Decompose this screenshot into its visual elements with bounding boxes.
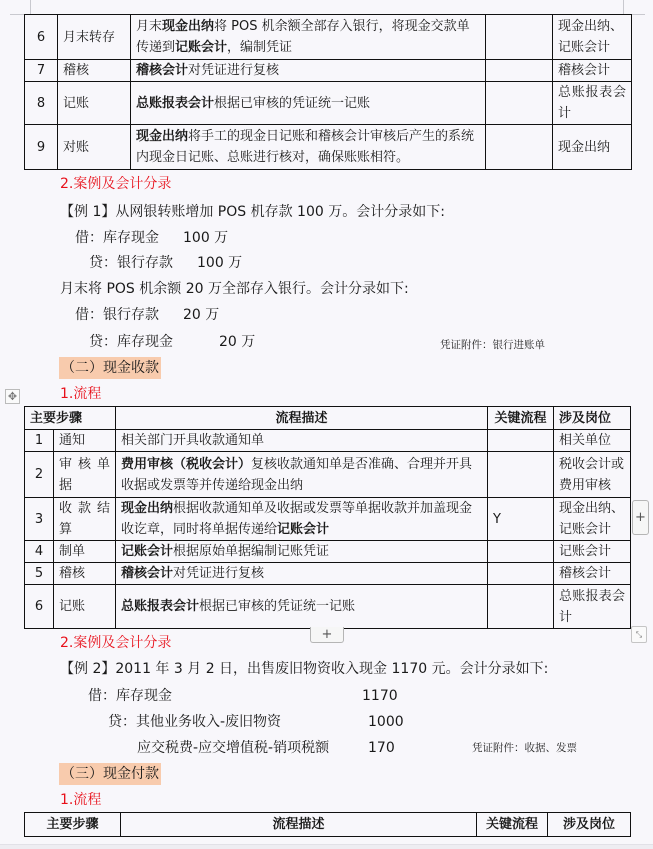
header-key-flow: 关键流程: [477, 813, 548, 837]
step-name: 审核单据: [54, 452, 116, 498]
key-flow: [488, 585, 554, 629]
header-flow-description: 流程描述: [121, 813, 477, 837]
flow-heading: 1.流程: [60, 386, 102, 402]
credit-entry-amount: 20 万: [219, 334, 256, 350]
debit-entry-label: 借：库存现金: [88, 688, 172, 704]
header-key-flow: 关键流程: [488, 407, 554, 430]
cash-flow-table-continued: [24, 14, 632, 170]
table-row: [25, 563, 631, 585]
table-header-row: [25, 813, 631, 837]
credit-entry-label: 应交税费-应交增值税-销项税额: [137, 740, 330, 756]
step-name: 稽核: [54, 563, 116, 585]
post: 稽核会计: [553, 60, 632, 82]
credit-entry-amount: 100 万: [197, 255, 243, 271]
credit-entry-amount: 170: [368, 740, 395, 756]
header-main-steps: 主要步骤: [25, 813, 121, 837]
cash-payments-flow-table: [24, 812, 631, 837]
example-1b-text: 月末将 POS 机余额 20 万全部存入银行。会计分录如下:: [60, 281, 409, 297]
step-description: 现金出纳根据收款通知单及收据或发票等单据收款并加盖现金收讫章，同时将单据传递给记账会计: [116, 498, 488, 541]
step-name: 稽核: [58, 60, 131, 82]
step-description: 稽核会计对凭证进行复核: [116, 563, 488, 585]
step-name: 记账: [54, 585, 116, 629]
step-number: 3: [25, 498, 54, 541]
step-description: 记账会计根据原始单据编制记账凭证: [116, 541, 488, 563]
debit-entry-amount: 1170: [362, 688, 398, 704]
voucher-attachment-note: 凭证附件：银行进账单: [440, 339, 545, 351]
key-flow: [486, 60, 553, 82]
debit-entry-label: 借：银行存款: [75, 307, 159, 323]
header-post: 涉及岗位: [554, 407, 631, 430]
key-flow: [488, 563, 554, 585]
step-number: 8: [25, 82, 58, 125]
table-row: [25, 452, 631, 498]
step-number: 6: [25, 585, 54, 629]
table-row: [25, 585, 631, 629]
credit-entry-label: 贷：银行存款: [89, 255, 173, 271]
debit-entry-amount: 100 万: [183, 230, 229, 246]
section-title-cash-receipts: （二）现金收款: [59, 357, 161, 379]
key-flow: [488, 541, 554, 563]
table-row: [25, 498, 631, 541]
post: 现金出纳、记账会计: [554, 498, 631, 541]
post: 总账报表会计: [554, 585, 631, 629]
table-row: [25, 15, 632, 60]
table-row: [25, 430, 631, 452]
case-heading: 2.案例及会计分录: [60, 635, 172, 651]
case-heading: 2.案例及会计分录: [60, 176, 172, 192]
header-main-steps: 主要步骤: [25, 407, 116, 430]
step-description: 月末现金出纳将 POS 机余额全部存入银行，将现金交款单传递到记账会计，编制凭证: [131, 15, 486, 60]
step-number: 5: [25, 563, 54, 585]
table-header-row: [25, 407, 631, 430]
key-flow: [488, 452, 554, 498]
post: 相关单位: [554, 430, 631, 452]
step-name: 月末转存: [58, 15, 131, 60]
step-name: 记账: [58, 82, 131, 125]
flow-heading: 1.流程: [60, 792, 102, 808]
example-2-text: 【例 2】2011 年 3 月 2 日，出售废旧物资收入现金 1170 元。会计分录如下:: [60, 661, 549, 677]
step-name: 对账: [58, 125, 131, 170]
plus-icon: +: [635, 510, 646, 525]
credit-entry-amount: 1000: [368, 714, 404, 730]
credit-entry-label: 贷：其他业务收入-废旧物资: [108, 714, 282, 730]
example-1-text: 【例 1】从网银转账增加 POS 机存款 100 万。会计分录如下:: [60, 204, 445, 220]
key-flow: Y: [488, 498, 554, 541]
table-row: [25, 125, 632, 170]
table-row: [25, 60, 632, 82]
step-number: 4: [25, 541, 54, 563]
page-break-gap: [0, 844, 653, 849]
credit-entry-label: 贷：库存现金: [89, 334, 173, 350]
cash-receipts-flow-table: [24, 406, 631, 629]
step-name: 收款结算: [54, 498, 116, 541]
header-flow-description: 流程描述: [116, 407, 488, 430]
key-flow: [488, 430, 554, 452]
post: 现金出纳: [553, 125, 632, 170]
key-flow: [486, 82, 553, 125]
table-move-handle-icon[interactable]: ✥: [5, 389, 20, 404]
post: 稽核会计: [554, 563, 631, 585]
key-flow: [486, 125, 553, 170]
header-post: 涉及岗位: [548, 813, 631, 837]
step-description: 总账报表会计根据已审核的凭证统一记账: [116, 585, 488, 629]
table-resize-handle-icon[interactable]: ⤡: [631, 626, 647, 643]
post: 记账会计: [554, 541, 631, 563]
section-title-cash-payments: （三）现金付款: [59, 763, 161, 785]
step-description: 稽核会计对凭证进行复核: [131, 60, 486, 82]
add-column-button[interactable]: [632, 500, 649, 535]
voucher-attachment-note: 凭证附件：收据、发票: [472, 742, 577, 754]
step-number: 1: [25, 430, 54, 452]
step-description: 费用审核（税收会计）复核收款通知单是否准确、合理并开具收据或发票等并传递给现金出纳: [116, 452, 488, 498]
step-number: 9: [25, 125, 58, 170]
page-crop-mark-right-vertical: [623, 0, 624, 14]
step-name: 制单: [54, 541, 116, 563]
add-row-button[interactable]: [310, 627, 344, 643]
table-row: [25, 541, 631, 563]
step-description: 现金出纳将手工的现金日记账和稽核会计审核后产生的系统内现金日记账、总账进行核对，确保账账相符。: [131, 125, 486, 170]
table-row: [25, 82, 632, 125]
key-flow: [486, 15, 553, 60]
post: 现金出纳、记账会计: [553, 15, 632, 60]
step-number: 2: [25, 452, 54, 498]
step-number: 6: [25, 15, 58, 60]
post: 总账报表会计: [553, 82, 632, 125]
post: 税收会计或费用审核: [554, 452, 631, 498]
plus-icon: +: [321, 627, 333, 642]
debit-entry-amount: 20 万: [183, 307, 220, 323]
debit-entry-label: 借：库存现金: [75, 230, 159, 246]
page-crop-mark-left-vertical: [30, 0, 31, 14]
step-number: 7: [25, 60, 58, 82]
step-description: 总账报表会计根据已审核的凭证统一记账: [131, 82, 486, 125]
step-name: 通知: [54, 430, 116, 452]
step-description: 相关部门开具收款通知单: [116, 430, 488, 452]
